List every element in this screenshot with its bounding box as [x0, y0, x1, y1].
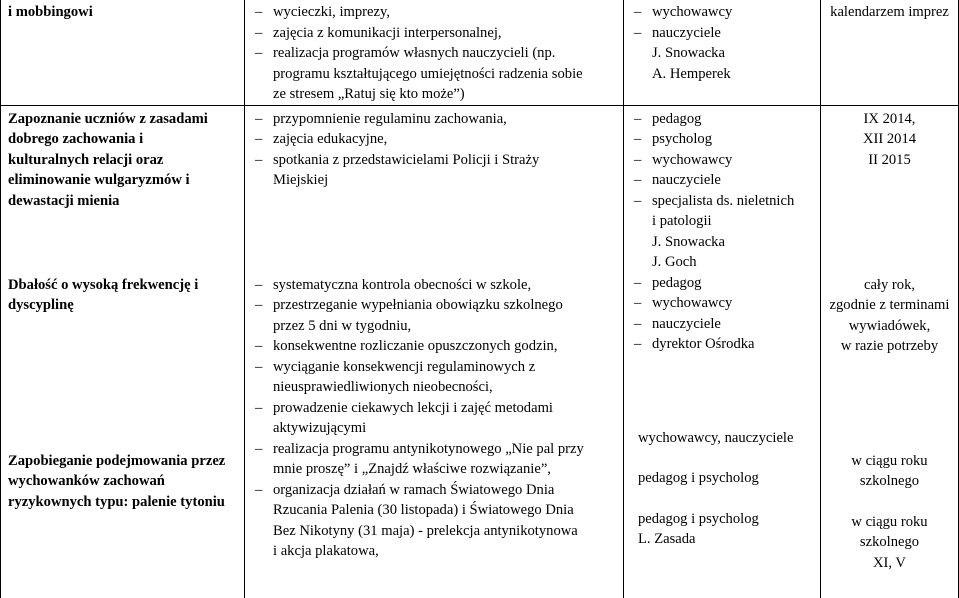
task-group-conduct — [8, 109, 238, 275]
responsible-item — [634, 2, 816, 23]
deadline-line: w razie potrzeby — [840, 338, 939, 354]
action-item — [259, 64, 619, 85]
task-cell — [1, 105, 245, 598]
task-line: eliminowanie wulgaryzmów i — [8, 172, 190, 188]
responsible-cell — [624, 0, 821, 105]
deadline-group — [825, 275, 954, 451]
action-item-text: Miejskiej — [273, 172, 329, 188]
action-item-text: zajęcia edukacyjne, — [273, 131, 388, 147]
task-line: wychowanków zachowań — [8, 473, 165, 489]
action-item — [255, 357, 619, 378]
responsible-item-text: A. Hemperek — [652, 65, 731, 82]
responsible-list — [634, 2, 816, 84]
dash-bullet: – — [255, 151, 263, 168]
responsible-item — [634, 150, 816, 171]
action-item-text: Rzucania Palenia (30 listopada) i Światowego Dnia — [273, 502, 574, 518]
action-item-text: i akcja plakatowa, — [273, 543, 379, 559]
responsible-list — [634, 273, 816, 428]
action-item — [255, 336, 619, 357]
responsible-item-text: wychowawcy — [652, 151, 733, 168]
action-item — [259, 377, 619, 398]
deadline-line: wywiadówek, — [848, 317, 931, 334]
dash-bullet: – — [255, 440, 263, 457]
task-line: dobrego zachowania i — [8, 131, 144, 147]
responsible-group — [638, 428, 816, 550]
responsible-item — [634, 273, 816, 294]
responsible-item-text: J. Snowacka — [652, 233, 725, 250]
action-item — [259, 541, 619, 562]
action-item-text: ze stresem „Ratuj się kto może”) — [273, 86, 465, 102]
responsible-cell — [624, 105, 821, 598]
actions-cell — [245, 0, 624, 105]
action-item-text: nieusprawiedliwionych nieobecności, — [273, 379, 493, 395]
deadline-line: IX 2014, — [863, 110, 916, 127]
responsible-item-text: nauczyciele — [652, 24, 721, 41]
dash-bullet: – — [255, 358, 263, 375]
responsible-line: pedagog i psycholog — [638, 470, 759, 486]
action-item — [259, 418, 619, 439]
responsible-item — [634, 129, 816, 150]
responsible-item-text: nauczyciele — [652, 172, 721, 188]
task-line: Zapobieganie podejmowania przez — [8, 452, 226, 469]
action-item — [259, 170, 619, 191]
dash-bullet: – — [255, 4, 263, 20]
action-item — [255, 2, 619, 23]
table-row — [1, 105, 959, 598]
deadline-line: w ciągu roku szkolnego — [851, 513, 928, 550]
responsible-item — [634, 191, 816, 212]
dash-bullet: – — [634, 4, 642, 20]
dash-bullet: – — [634, 110, 642, 127]
responsible-item-text: pedagog — [652, 110, 702, 127]
dash-bullet: – — [634, 24, 642, 41]
deadline-group — [825, 451, 954, 574]
actions-cell — [245, 105, 624, 598]
action-item-text: programu kształtującego umiejętności radzenia sobie — [273, 65, 583, 82]
action-item-text: przez 5 dni w tygodniu, — [273, 317, 412, 334]
task-line: ryzykownych typu: palenie tytoniu — [8, 493, 225, 510]
actions-list — [255, 275, 619, 562]
action-item — [259, 316, 619, 337]
action-item — [255, 129, 619, 150]
dash-bullet: – — [634, 131, 642, 147]
action-item-text: zajęcia z komunikacji interpersonalnej, — [273, 24, 502, 41]
dash-bullet: – — [255, 399, 263, 416]
task-line: dewastacji mienia — [8, 192, 120, 209]
dash-bullet: – — [634, 151, 642, 168]
action-item — [255, 398, 619, 419]
action-item-text: realizacja programu antynikotynowego „Nie pal przy — [273, 440, 584, 457]
responsible-item-text: pedagog — [652, 274, 702, 291]
action-item — [255, 43, 619, 64]
deadline-line: XII 2014 — [862, 131, 917, 147]
action-item — [259, 84, 619, 105]
deadline-line: w ciągu roku szkolnego — [851, 452, 928, 489]
responsible-item-text: specjalista ds. nieletnich — [652, 192, 795, 209]
action-item — [259, 459, 619, 480]
action-item — [255, 480, 619, 501]
action-item — [255, 275, 619, 296]
action-item — [255, 23, 619, 44]
responsible-item — [638, 211, 816, 232]
responsible-line: wychowawcy, nauczyciele — [638, 429, 794, 446]
dash-bullet: – — [255, 481, 263, 498]
action-item-text: konsekwentne rozliczanie opuszczonych godzin, — [273, 338, 558, 354]
responsible-item — [634, 170, 816, 191]
action-item-text: systematyczna kontrola obecności w szkole, — [273, 276, 532, 293]
responsible-item — [638, 252, 816, 273]
actions-list — [255, 109, 619, 275]
responsible-item — [638, 43, 816, 64]
deadline-text: kalendarzem imprez — [830, 4, 949, 20]
responsible-item-text: wychowawcy — [652, 4, 733, 20]
dash-bullet: – — [634, 315, 642, 332]
task-line: kulturalnych relacji oraz — [8, 151, 164, 168]
action-item-text: wyciąganie konsekwencji regulaminowych z — [273, 358, 536, 375]
action-item-text: spotkania z przedstawicielami Policji i Straży — [273, 151, 540, 168]
responsible-item-text: nauczyciele — [652, 315, 721, 332]
responsible-item-text: dyrektor Ośrodka — [652, 336, 755, 352]
action-item-text: aktywizującymi — [273, 420, 367, 436]
task-line: dyscyplinę — [8, 297, 74, 313]
responsible-item-text: wychowawcy — [652, 295, 733, 311]
action-item-text: mnie proszę” i „Znajdź właściwe rozwiązanie”, — [273, 461, 551, 477]
dash-bullet: – — [634, 295, 642, 311]
action-item-text: Bez Nikotyny (31 maja) - prelekcja antynikotynowa — [273, 522, 578, 539]
deadline-group — [825, 109, 954, 275]
action-item-text: prowadzenie ciekawych lekcji i zajęć metodami — [273, 399, 553, 416]
actions-list — [255, 2, 619, 105]
action-item — [255, 150, 619, 171]
action-item-text: realizacja programów własnych nauczycieli (np. — [273, 45, 556, 61]
responsible-item — [634, 23, 816, 44]
responsible-item — [634, 293, 816, 314]
task-text: i mobbingowi — [8, 4, 93, 20]
responsible-line: pedagog i psycholog — [638, 510, 759, 527]
dash-bullet: – — [255, 131, 263, 147]
responsible-line: L. Zasada — [638, 531, 696, 547]
dash-bullet: – — [255, 45, 263, 61]
deadline-line: XI, V — [873, 554, 906, 571]
task-group-attendance — [8, 275, 238, 451]
responsible-item — [634, 334, 816, 355]
action-item-text: przypomnienie regulaminu zachowania, — [273, 110, 507, 127]
dash-bullet: – — [634, 274, 642, 291]
deadline-line: zgodnie z terminami — [829, 297, 950, 313]
responsible-item — [634, 109, 816, 130]
action-item-text: wycieczki, imprezy, — [273, 4, 390, 20]
task-group-risk — [8, 451, 238, 513]
dash-bullet: – — [634, 172, 642, 188]
dash-bullet: – — [255, 276, 263, 293]
action-item — [259, 521, 619, 542]
deadline-cell — [821, 105, 959, 598]
action-item-text: przestrzeganie wypełniania obowiązku szkolnego — [273, 297, 563, 313]
deadline-cell — [821, 0, 959, 105]
deadline-line: cały rok, — [863, 276, 916, 293]
responsible-item — [638, 64, 816, 85]
action-item — [259, 500, 619, 521]
action-item — [255, 295, 619, 316]
dash-bullet: – — [634, 192, 642, 209]
responsible-item-text: i patologii — [652, 213, 712, 229]
action-item — [255, 109, 619, 130]
responsible-item-text: J. Snowacka — [652, 45, 725, 61]
responsible-item-text: J. Goch — [652, 254, 697, 270]
task-line: Zapoznanie uczniów z zasadami — [8, 110, 208, 127]
table-row — [1, 0, 959, 105]
task-cell — [1, 0, 245, 105]
responsible-item-text: psycholog — [652, 131, 712, 147]
responsible-item — [634, 314, 816, 335]
task-line: Dbałość o wysoką frekwencję i — [8, 276, 199, 293]
action-item-text: organizacja działań w ramach Światowego Dnia — [273, 481, 555, 498]
action-item — [255, 439, 619, 460]
deadline-line: II 2015 — [868, 151, 911, 168]
dash-bullet: – — [255, 338, 263, 354]
dash-bullet: – — [255, 24, 263, 41]
responsible-list — [634, 109, 816, 273]
responsible-item — [638, 232, 816, 253]
dash-bullet: – — [255, 110, 263, 127]
dash-bullet: – — [255, 297, 263, 313]
dash-bullet: – — [634, 336, 642, 352]
